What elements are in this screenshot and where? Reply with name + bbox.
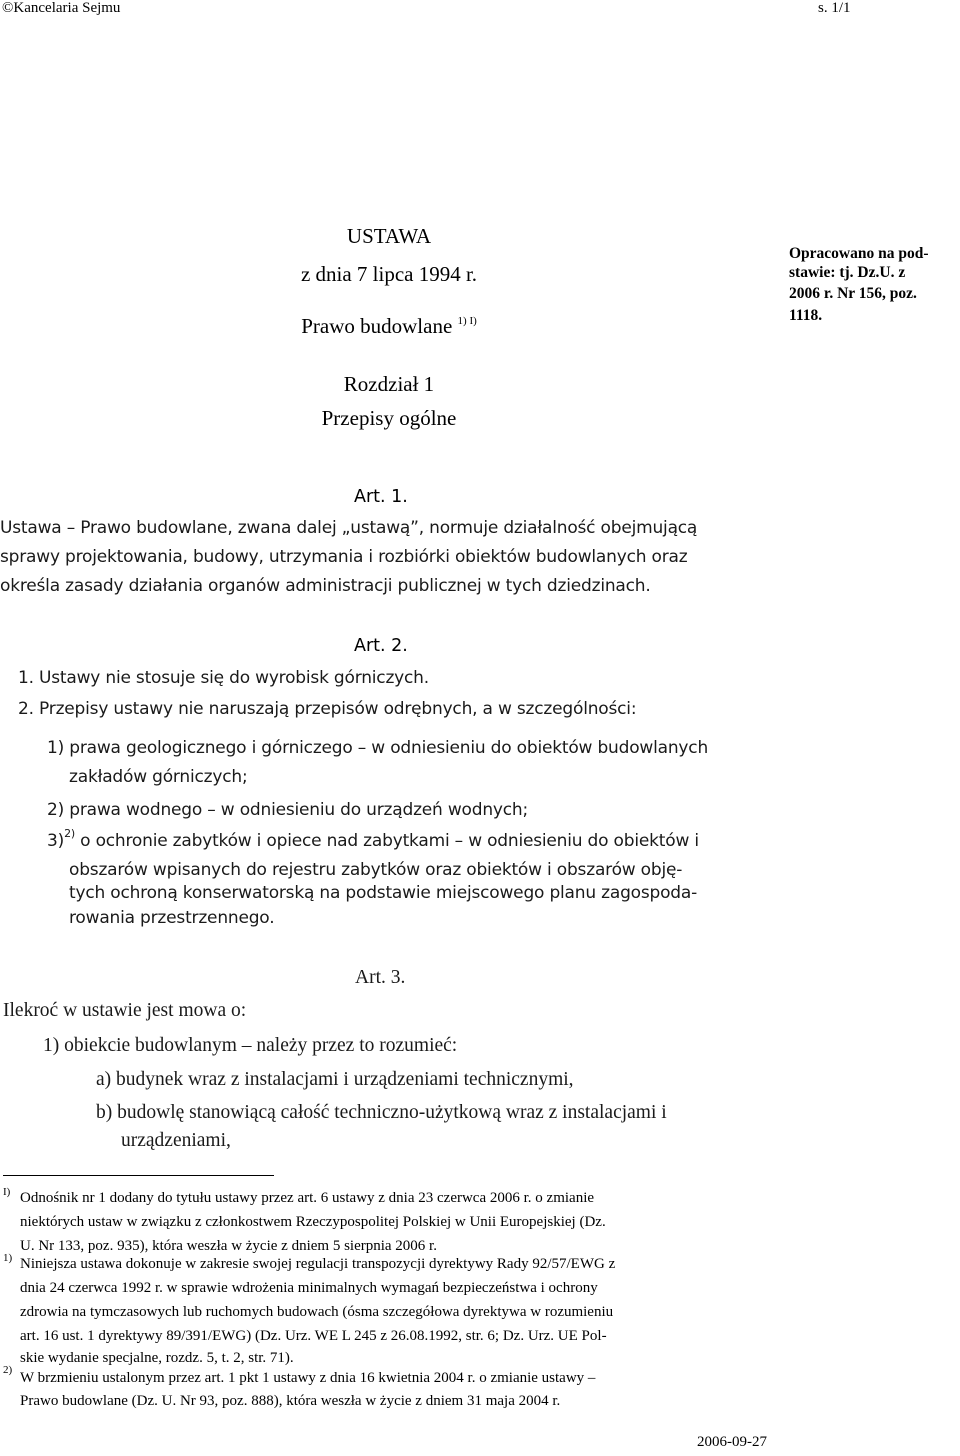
side-note-line: 2006 r. Nr 156, poz. [789,285,917,302]
act-name-footnote-refs: 1) I) [457,315,477,327]
footnote-line: niektórych ustaw w związku z członkostwem Rzeczypospolitej Polskiej w Unii Europejskiej (Dz. [20,1214,606,1230]
art2-item-3-cont: tych ochroną konserwatorską na podstawie miejscowego planu zagospoda- [69,883,698,903]
chapter-name: Przepisy ogólne [321,406,457,430]
side-note-line: 1118. [789,307,823,324]
footnote-line: dnia 24 czerwca 1992 r. w sprawie wdrożenia minimalnych wymagań bezpieczeństwa i ochrony [20,1280,598,1296]
art2-item-3-text: o ochronie zabytków i opiece nad zabytkami – w odniesieniu do obiektów i [80,831,699,851]
art2-item-3-number: 3) [47,831,65,851]
footnote-line: art. 16 ust. 1 dyrektywy 89/391/EWG) (Dz. Urz. WE L 245 z 26.08.1992, str. 6; Dz. Urz. UE Pol- [20,1328,607,1344]
art2-item-3-footnote-ref: 2) [64,827,75,840]
act-name-text: Prawo budowlane [301,314,453,338]
act-date: z dnia 7 lipca 1994 r. [300,262,478,286]
side-note-line: Opracowano na pod- [789,245,929,262]
header-source: ©Kancelaria Sejmu [2,0,121,16]
header-page-number: s. 1/1 [818,0,851,16]
art2-heading: Art. 2. [354,636,408,656]
art3-intro: Ilekroć w ustawie jest mowa o: [3,1000,247,1021]
art1-line: sprawy projektowania, budowy, utrzymania i rozbiórki obiektów budowlanych oraz [0,547,688,567]
art2-item-3-cont: obszarów wpisanych do rejestru zabytków oraz obiektów i obszarów obję- [69,860,683,880]
art2-paragraph-2: 2. Przepisy ustawy nie naruszają przepisów odrębnych, a w szczególności: [18,699,637,719]
footnote-mark: I) [3,1186,11,1198]
art3-heading: Art. 3. [355,967,406,988]
art3-item-1: 1) obiekcie budowlanym – należy przez to rozumieć: [43,1035,458,1056]
art2-item-1: 1) prawa geologicznego i górniczego – w odniesieniu do obiektów budowlanych [47,738,709,758]
act-name [189,314,589,339]
art2-item-1-cont: zakładów górniczych; [69,767,248,787]
art3-item-b: b) budowlę stanowiącą całość techniczno-użytkową wraz z instalacjami i [96,1102,667,1123]
footnote-line: Prawo budowlane (Dz. U. Nr 93, poz. 888), która weszła w życie z dniem 31 maja 2004 r. [20,1393,561,1409]
footnote-line: skie wydanie specjalne, rozdz. 5, t. 2, str. 71). [20,1350,294,1366]
act-type-title: USTAWA [346,224,432,248]
art3-item-a: a) budynek wraz z instalacjami i urządzeniami technicznymi, [96,1069,574,1090]
art1-heading: Art. 1. [354,487,408,507]
footer-date: 2006-09-27 [697,1434,767,1450]
art3-item-b-cont: urządzeniami, [121,1130,231,1151]
footnote-mark: 1) [3,1252,13,1264]
footnote-separator [3,1175,274,1176]
footnote-line: Odnośnik nr 1 dodany do tytułu ustawy przez art. 6 ustawy z dnia 23 czerwca 2006 r. o zmianie [20,1190,595,1206]
footnote-line: Niniejsza ustawa dokonuje w zakresie swojej regulacji transpozycji dyrektywy Rady 92/57/EWG z [20,1256,616,1272]
art1-line: Ustawa – Prawo budowlane, zwana dalej „ustawą”, normuje działalność obejmującą [0,518,698,538]
art1-line: określa zasady działania organów administracji publicznej w tych dziedzinach. [0,576,651,596]
art2-paragraph-1: 1. Ustawy nie stosuje się do wyrobisk górniczych. [18,668,429,688]
art2-item-3-cont: rowania przestrzennego. [69,908,275,928]
footnote-line: U. Nr 133, poz. 935), która weszła w życie z dniem 5 sierpnia 2006 r. [20,1238,437,1254]
footnote-line: W brzmieniu ustalonym przez art. 1 pkt 1 ustawy z dnia 16 kwietnia 2004 r. o zmianie ustawy – [20,1370,596,1386]
art2-item-3 [47,827,699,851]
art2-item-2: 2) prawa wodnego – w odniesieniu do urządzeń wodnych; [47,800,529,820]
side-note-line: stawie: tj. Dz.U. z [789,264,906,281]
chapter-number: Rozdział 1 [343,372,435,396]
footnote-line: zdrowia na tymczasowych lub ruchomych budowach (ósma szczegółowa dyrektywa w rozumieniu [20,1304,614,1320]
footnote-mark: 2) [3,1364,13,1376]
